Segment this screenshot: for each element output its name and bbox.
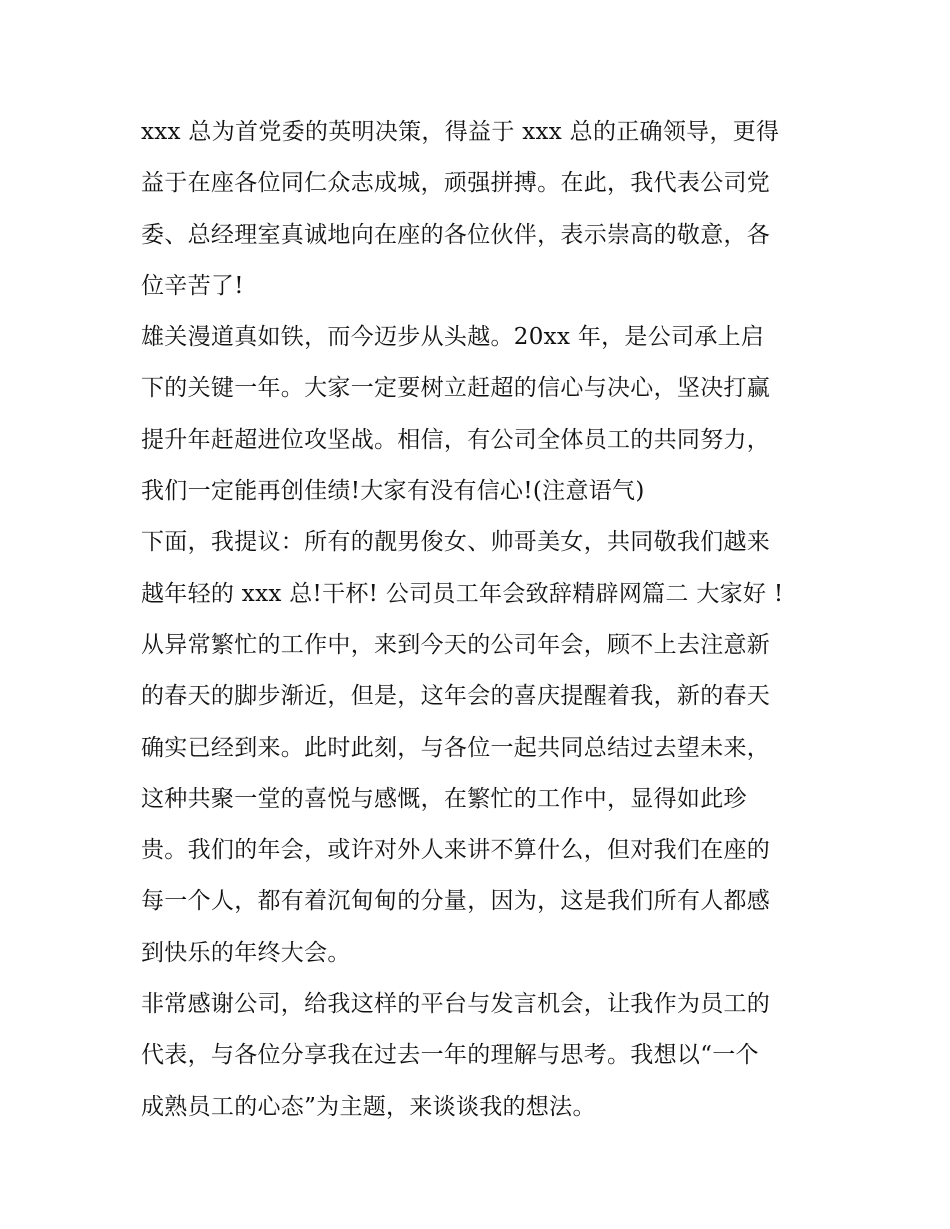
text-line: 我们一定能再创佳绩!大家有没有信心!(注意语气) <box>141 478 645 505</box>
text-line: 益于在座各位同仁众志成城，顽强拼搏。在此，我代表公司党 <box>141 170 771 197</box>
text-line: 成熟员工的心态”为主题，来谈谈我的想法。 <box>141 1093 596 1120</box>
text-line: 到快乐的年终大会。 <box>141 939 351 966</box>
text-line: 贵。我们的年会，或许对外人来讲不算什么，但对我们在座的 <box>141 837 771 864</box>
text-line: 越年轻的 xxx 总!干杯! 公司员工年会致辞精辟网篇二 大家好 ! <box>141 580 784 607</box>
text-line: 位辛苦了! <box>141 272 244 299</box>
text-line: 非常感谢公司，给我这样的平台与发言机会，让我作为员工的 <box>141 991 771 1018</box>
text-line: 雄关漫道真如铁，而今迈步从头越。20xx 年，是公司承上启 <box>141 324 765 351</box>
text-line: 这种共聚一堂的喜悦与感慨，在繁忙的工作中，显得如此珍 <box>141 785 747 812</box>
text-line: 下面，我提议：所有的靓男俊女、帅哥美女，共同敬我们越来 <box>141 529 771 556</box>
text-line: 每一个人，都有着沉甸甸的分量，因为，这是我们所有人都感 <box>141 888 771 915</box>
text-line: 委、总经理室真诚地向在座的各位伙伴，表示崇高的敬意，各 <box>141 221 771 248</box>
text-line: 下的关键一年。大家一定要树立赶超的信心与决心，坚决打赢 <box>141 375 771 402</box>
text-line: xxx 总为首党委的英明决策，得益于 xxx 总的正确领导，更得 <box>141 119 780 145</box>
text-line: 提升年赶超进位攻坚战。相信，有公司全体员工的共同努力， <box>141 426 771 453</box>
text-line: 的春天的脚步渐近，但是，这年会的喜庆提醒着我，新的春天 <box>141 683 771 710</box>
text-line: 确实已经到来。此时此刻，与各位一起共同总结过去望未来， <box>141 734 771 761</box>
text-line: 从异常繁忙的工作中，来到今天的公司年会，顾不上去注意新 <box>141 631 771 658</box>
document-body <box>141 107 821 1133</box>
text-line: 代表，与各位分享我在过去一年的理解与思考。我想以“一个 <box>141 1042 759 1069</box>
